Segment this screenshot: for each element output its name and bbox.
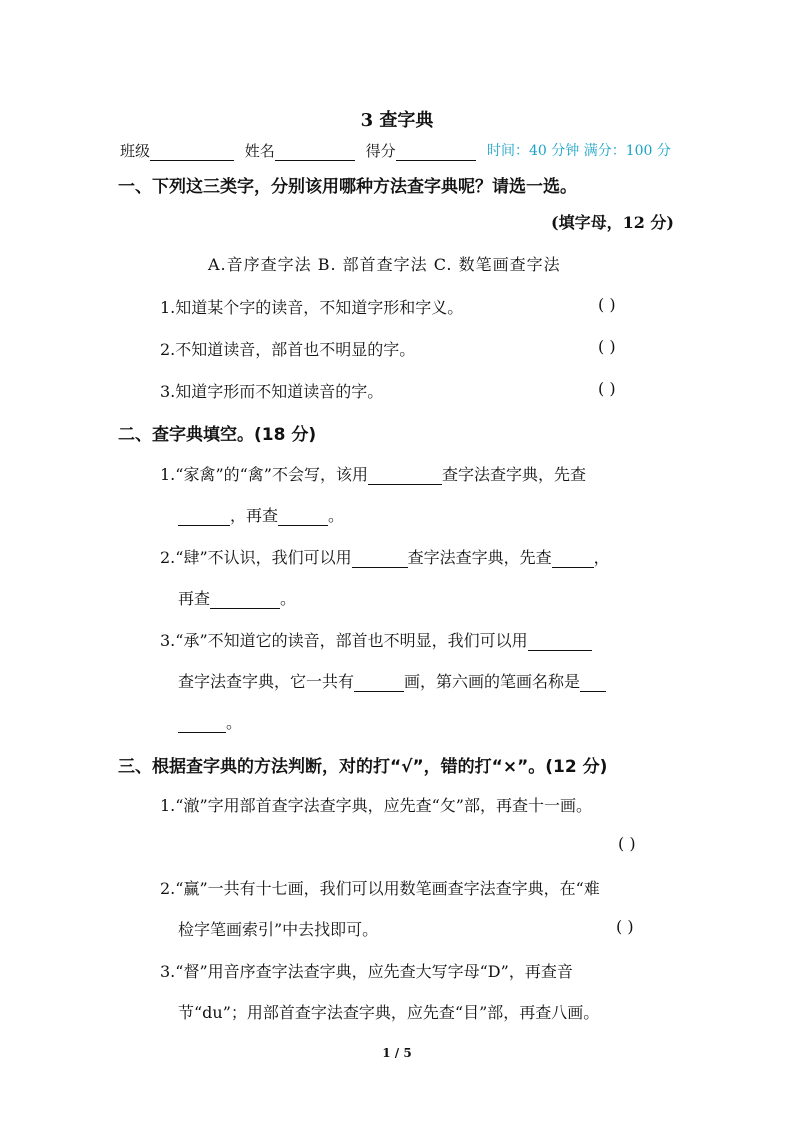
q3-text-c: 画，第六画的笔画名称是 <box>404 672 581 691</box>
section2-q1-line1 <box>160 462 586 485</box>
q2-first-blank[interactable] <box>552 550 594 568</box>
section3-q1-answer[interactable]: ( ) <box>618 834 636 853</box>
q2-text-c: ， <box>593 548 610 567</box>
student-info-row <box>120 140 476 161</box>
q3-stroke-blank-b[interactable] <box>178 715 226 733</box>
q1-method-blank[interactable] <box>368 467 442 485</box>
class-label: 班级 <box>120 142 151 160</box>
section2-q3-line3 <box>178 710 242 733</box>
name-label: 姓名 <box>244 142 275 160</box>
section1-heading: 一、下列这三类字，分别该用哪种方法查字典呢？请选一选。 <box>118 177 577 197</box>
q1-text-c: ，再查 <box>230 506 279 525</box>
q2-method-blank[interactable] <box>352 550 408 568</box>
q1-text-d: 。 <box>328 506 345 525</box>
q3-method-blank[interactable] <box>528 633 592 651</box>
section3-q1: 1.“澈”字用部首查字法查字典，应先查“攵”部，再查十一画。 <box>160 796 592 815</box>
section1-q1: 1.知道某个字的读音，不知道字形和字义。 <box>160 298 464 317</box>
section3-q2-line1: 2.“赢”一共有十七画，我们可以用数笔画查字法查字典，在“难 <box>160 879 600 898</box>
q1-second-blank[interactable] <box>278 508 328 526</box>
score-label: 得分 <box>365 142 396 160</box>
q1-text-b: 查字法查字典，先查 <box>442 465 587 484</box>
section1-q2: 2.不知道读音，部首也不明显的字。 <box>160 340 416 359</box>
section3-heading: 三、根据查字典的方法判断，对的打“√”，错的打“×”。(12 分) <box>118 757 608 777</box>
q3-text-b: 查字法查字典，它一共有 <box>178 672 355 691</box>
q2-text-b: 查字法查字典，先查 <box>407 548 552 567</box>
q3-stroke-blank-a[interactable] <box>580 674 606 692</box>
q1-first-blank[interactable] <box>178 508 230 526</box>
section2-q2-line2 <box>178 586 296 609</box>
section1-options: A.音序查字法 B. 部首查字法 C. 数笔画查字法 <box>208 255 561 274</box>
section2-q1-line2 <box>178 503 344 526</box>
section1-score: (填字母，12 分) <box>551 213 674 232</box>
section3-q3-line2: 节“du”；用部首查字法查字典，应先查“目”部，再查八画。 <box>178 1003 600 1022</box>
section3-q2-line2: 检字笔画索引”中去找即可。 <box>178 920 379 939</box>
section3-q3-line1: 3.“督”用音序查字法查字典，应先查大写字母“D”，再查音 <box>160 962 573 981</box>
q1-text-a: 1.“家禽”的“禽”不会写，该用 <box>160 465 368 484</box>
section2-q3-line1 <box>160 628 592 651</box>
q2-text-e: 。 <box>280 589 297 608</box>
section2-heading: 二、查字典填空。(18 分) <box>118 425 317 445</box>
section3-q2-answer[interactable]: ( ) <box>616 917 634 936</box>
section1-q2-answer[interactable]: ( ) <box>598 337 616 356</box>
class-blank[interactable] <box>150 144 234 161</box>
q2-second-blank[interactable] <box>210 591 280 609</box>
page-title: 3 查字典 <box>360 110 434 131</box>
q3-count-blank[interactable] <box>354 674 404 692</box>
score-blank[interactable] <box>396 144 476 161</box>
section1-q3: 3.知道字形而不知道读音的字。 <box>160 382 384 401</box>
section1-q1-answer[interactable]: ( ) <box>598 295 616 314</box>
q2-text-d: 再查 <box>178 589 211 608</box>
section2-q2-line1 <box>160 545 610 568</box>
page-number: 1 / 5 <box>382 1046 412 1060</box>
time-limit-text: 时间：40 分钟 满分：100 分 <box>487 143 671 159</box>
q3-text-d: 。 <box>226 713 243 732</box>
section1-q3-answer[interactable]: ( ) <box>598 379 616 398</box>
name-blank[interactable] <box>275 144 355 161</box>
section2-q3-line2 <box>178 669 606 692</box>
q3-text-a: 3.“承”不知道它的读音，部首也不明显，我们可以用 <box>160 631 528 650</box>
q2-text-a: 2.“肆”不认识，我们可以用 <box>160 548 352 567</box>
